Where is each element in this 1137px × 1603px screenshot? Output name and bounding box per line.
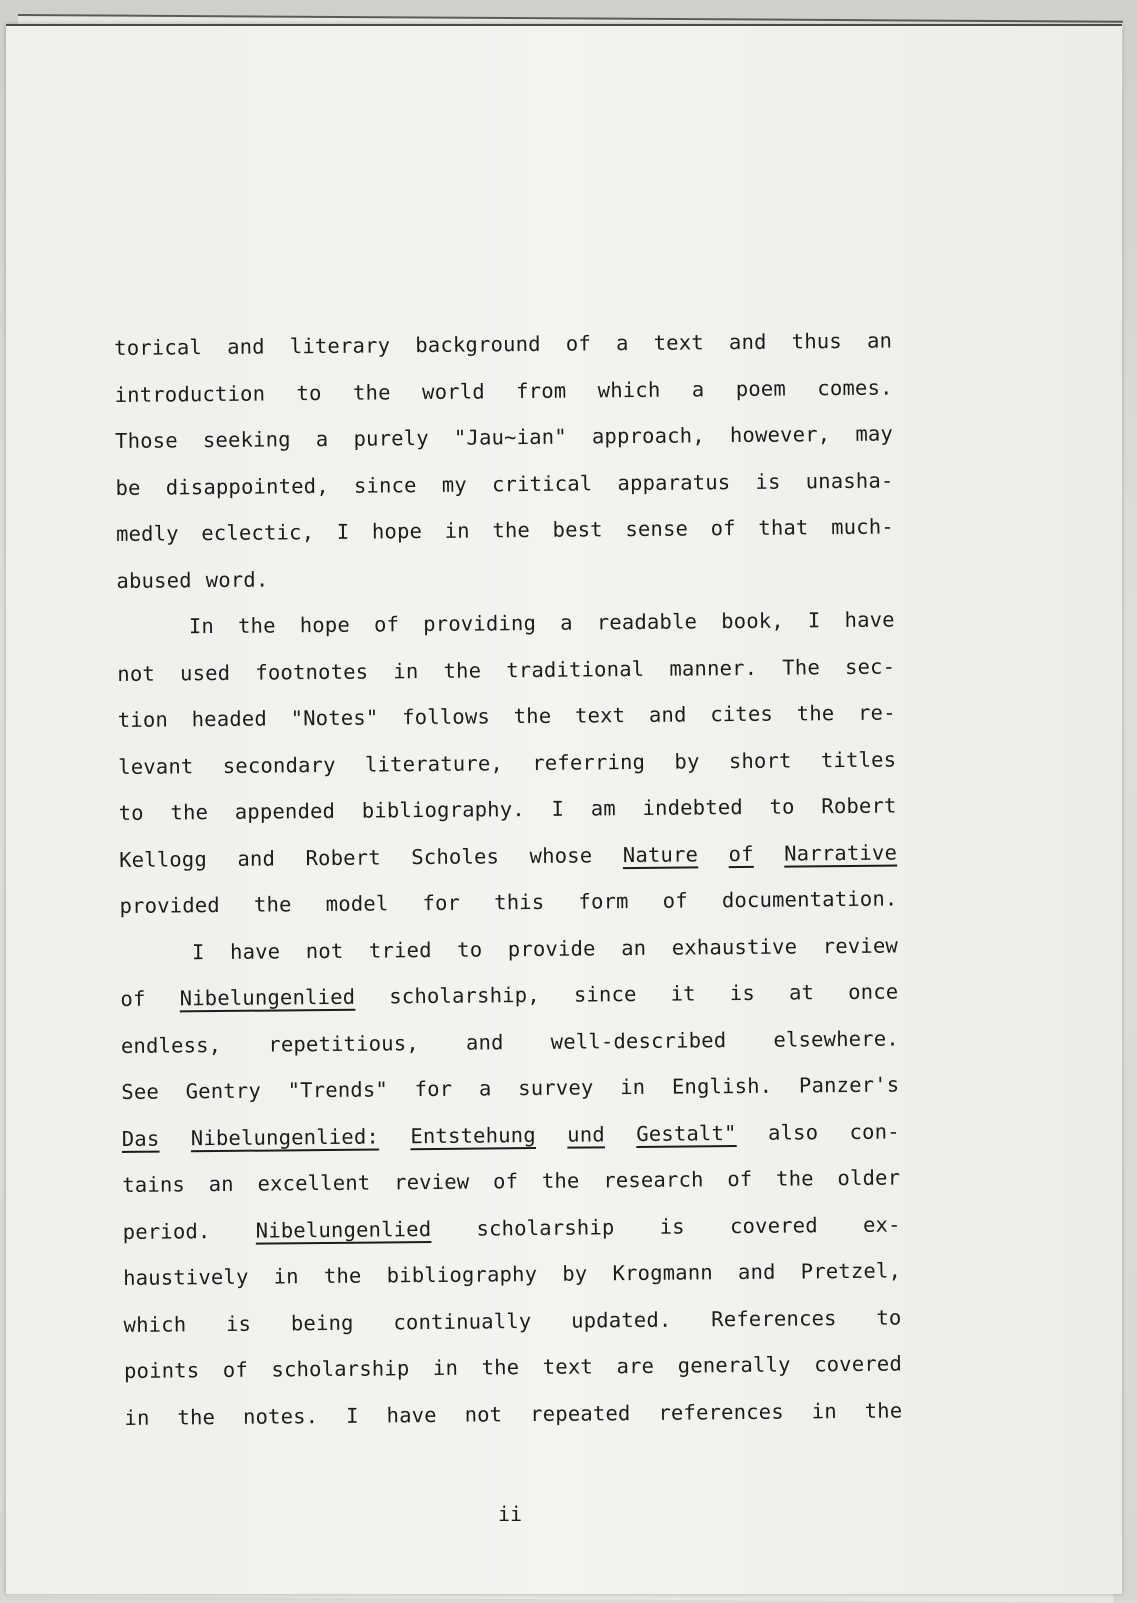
word: that (758, 515, 809, 540)
word: "Trends" (287, 1077, 389, 1103)
word: Das (121, 1126, 160, 1151)
word: a (560, 610, 573, 635)
word: of (565, 331, 592, 356)
word: at (788, 980, 815, 1005)
word: Gestalt" (636, 1120, 737, 1146)
word: a (615, 331, 629, 356)
word: period. (122, 1218, 211, 1244)
word: text (653, 330, 704, 355)
word: the (776, 1166, 814, 1191)
word: Pretzel, (800, 1258, 902, 1284)
word: abused (116, 567, 192, 593)
word: titles (820, 747, 897, 772)
word: English. (671, 1073, 773, 1099)
text-line (117, 643, 895, 697)
word: in (432, 1355, 459, 1380)
word: repeated (530, 1400, 631, 1426)
word: whose (529, 842, 593, 868)
word: secondary (222, 752, 336, 778)
word: the (513, 703, 552, 729)
word: haustively (123, 1264, 249, 1290)
word: providing (423, 610, 537, 637)
word: not (305, 938, 344, 963)
word: by (674, 748, 700, 774)
word: the (864, 1397, 903, 1423)
word: und (567, 1121, 605, 1147)
word: from (516, 378, 567, 403)
word: be (115, 475, 141, 500)
word: an (208, 1171, 234, 1197)
word: in (444, 518, 470, 543)
word: and (648, 702, 687, 727)
word: a (691, 376, 705, 401)
word: and (465, 1029, 504, 1055)
word: to (876, 1304, 902, 1330)
word: form (578, 889, 629, 914)
word: being (290, 1310, 354, 1335)
word: I (336, 519, 350, 544)
word: it (670, 981, 696, 1006)
text-line (120, 922, 898, 976)
word: this (494, 889, 545, 915)
word: Entstehung (410, 1122, 536, 1148)
word: much- (831, 514, 894, 540)
word: is (729, 980, 756, 1006)
text-line (115, 457, 893, 511)
word: endless, (120, 1032, 222, 1058)
word: text (542, 1354, 594, 1379)
word: repetitious, (268, 1030, 419, 1057)
word: See (121, 1079, 160, 1104)
word: indebted (642, 794, 744, 820)
word: book, (721, 608, 785, 634)
word: covered (729, 1212, 818, 1238)
word: bibliography (386, 1261, 538, 1288)
word: of (727, 1166, 753, 1192)
word: for (414, 1076, 453, 1102)
word: apparatus (617, 469, 731, 495)
word: and (227, 334, 265, 359)
word: headed (191, 706, 268, 732)
word: Robert (305, 844, 381, 870)
word: hope (299, 612, 351, 638)
word: documentation. (721, 886, 898, 913)
word: well-described (550, 1027, 727, 1054)
word: is (659, 1214, 685, 1239)
word: review (393, 1169, 470, 1195)
paragraph (120, 922, 903, 1441)
word: follows (402, 704, 491, 730)
word: my (441, 472, 467, 497)
word: Those (114, 428, 178, 453)
word: "Notes" (290, 705, 379, 731)
word: the (352, 379, 391, 405)
text-line (116, 504, 894, 558)
word: disappointed, (165, 473, 329, 500)
word: older (837, 1165, 901, 1191)
word: not (117, 661, 156, 686)
word: Panzer's (798, 1072, 900, 1098)
word: References (711, 1305, 837, 1331)
word: research (603, 1167, 704, 1193)
word: hope (371, 519, 423, 544)
word: sense (625, 516, 689, 542)
word: comes. (817, 375, 893, 400)
word: once (848, 979, 899, 1004)
word: the (481, 1355, 520, 1380)
text-line (114, 318, 892, 372)
word: Kellogg (119, 846, 208, 872)
text-line (122, 1154, 900, 1208)
word: elsewhere. (773, 1025, 899, 1052)
word: a (478, 1076, 492, 1101)
word: of (728, 841, 754, 866)
word: Scholes (411, 843, 500, 869)
text-line (122, 1108, 900, 1162)
word: footnotes (255, 659, 369, 685)
word: the (237, 613, 276, 638)
word: of (662, 888, 688, 913)
word: I (346, 1403, 359, 1428)
word: cites (710, 701, 774, 727)
word: referring (532, 749, 646, 775)
word: approach, (591, 423, 705, 449)
text-line (124, 1387, 902, 1441)
word: tains (122, 1172, 186, 1197)
word: eclectic, (201, 520, 315, 546)
word: which (597, 377, 661, 402)
word: poem (735, 376, 787, 401)
word: bibliography. (361, 797, 525, 823)
word: introduction (114, 381, 266, 407)
text-line (123, 1294, 901, 1348)
word: review (822, 933, 899, 958)
word: purely (353, 425, 429, 451)
text-line (115, 411, 893, 465)
word: is (755, 469, 781, 494)
word: I (191, 939, 205, 964)
word: exhaustive (671, 933, 798, 960)
word: the (443, 657, 482, 683)
text-line (120, 969, 898, 1023)
word: best (552, 517, 603, 542)
word: the (253, 892, 292, 917)
word: generally (677, 1352, 791, 1378)
word: have (844, 607, 895, 632)
word: I (807, 608, 821, 633)
word: and (737, 1259, 776, 1285)
word: in (811, 1398, 837, 1423)
word: provided (119, 893, 221, 918)
word: background (415, 331, 541, 358)
word: an (866, 328, 893, 353)
word: continually (393, 1308, 532, 1334)
word: text (574, 703, 626, 728)
word: literary (289, 333, 391, 359)
word: the (177, 1404, 216, 1429)
word: The (782, 654, 821, 680)
word: ex- (862, 1211, 901, 1237)
word: by (562, 1261, 588, 1286)
word: short (728, 748, 792, 773)
word: a (315, 426, 329, 452)
word: word. (205, 567, 269, 592)
word: also (767, 1119, 819, 1145)
word: of (222, 1357, 249, 1383)
word: of (373, 612, 400, 637)
word: for (422, 890, 461, 916)
word: levant (118, 753, 194, 779)
text-line (118, 783, 896, 837)
word: of (492, 1169, 519, 1194)
word: Gentry (185, 1078, 262, 1104)
word: not (464, 1401, 503, 1427)
text-line (118, 690, 896, 744)
word: sec- (844, 654, 896, 679)
word: is (225, 1311, 252, 1336)
word: of (120, 986, 146, 1011)
word: and (728, 329, 767, 355)
word: excellent (257, 1170, 371, 1196)
word: of (710, 516, 736, 541)
word: the (541, 1168, 580, 1193)
word: to (769, 794, 795, 819)
text-line (122, 1201, 900, 1255)
paragraph (117, 597, 898, 930)
word: Nibelungenlied (255, 1216, 432, 1243)
word: scholarship (271, 1356, 410, 1382)
word: Nature (622, 841, 699, 867)
text-line (114, 364, 892, 418)
word: notes. (242, 1403, 319, 1429)
word: survey (518, 1075, 594, 1101)
word: readable (596, 609, 698, 635)
word: in (124, 1405, 150, 1430)
word: are (616, 1353, 655, 1379)
word: to (296, 380, 322, 405)
word: tion (117, 707, 169, 732)
word: since (573, 982, 637, 1007)
word: used (179, 660, 231, 685)
word: in (273, 1264, 299, 1289)
word: updated. (571, 1307, 672, 1333)
word: In (188, 614, 215, 639)
word: critical (491, 470, 593, 496)
word: Nibelungenlied: (190, 1123, 380, 1150)
word: "Jau~ian" (453, 424, 567, 450)
word: con- (849, 1118, 900, 1144)
word: may (855, 421, 894, 446)
word: scholarship (476, 1214, 615, 1241)
word: literature, (364, 750, 504, 777)
word: seeking (202, 427, 291, 453)
word: have (386, 1402, 437, 1427)
word: medly (115, 521, 179, 546)
text-line (121, 1015, 899, 1069)
word: and (237, 845, 276, 871)
word: appended (234, 798, 336, 824)
page-number: ii (497, 1502, 523, 1526)
word: world (421, 378, 485, 404)
text-line (119, 876, 897, 930)
word: since (353, 472, 417, 498)
text-line (117, 597, 895, 651)
word: the (323, 1263, 362, 1289)
text-line (123, 1247, 901, 1301)
word: in (393, 658, 419, 683)
text-line (121, 1061, 899, 1115)
word: covered (814, 1351, 903, 1377)
word: Nibelungenlied (179, 984, 356, 1011)
text-line (124, 1340, 902, 1394)
word: to (118, 800, 144, 825)
word: I (551, 796, 565, 821)
word: tried (368, 937, 432, 963)
text-line (118, 736, 896, 790)
word: references (658, 1399, 784, 1425)
word: Robert (821, 793, 897, 819)
word: which (123, 1311, 187, 1337)
word: Krogmann (612, 1260, 713, 1286)
word: Narrative (784, 840, 898, 866)
word: however, (729, 422, 831, 448)
text-line (119, 829, 897, 883)
word: scholarship, (389, 982, 540, 1009)
word: the (492, 518, 531, 543)
word: manner. (669, 655, 758, 681)
word: points (123, 1358, 200, 1383)
word: thus (791, 329, 843, 354)
word: re- (857, 700, 896, 725)
word: provide (507, 935, 596, 961)
word: have (229, 938, 281, 964)
word: unasha- (805, 468, 894, 493)
word: to (457, 936, 483, 962)
word: the (796, 701, 835, 726)
body-text (114, 318, 903, 1441)
word: torical (114, 335, 203, 360)
word: model (325, 891, 389, 916)
word: in (620, 1074, 646, 1100)
word: traditional (506, 656, 645, 682)
word: am (590, 796, 616, 821)
paragraph (114, 318, 895, 604)
text-line (116, 550, 894, 604)
word: an (621, 935, 647, 960)
word: the (170, 800, 209, 825)
